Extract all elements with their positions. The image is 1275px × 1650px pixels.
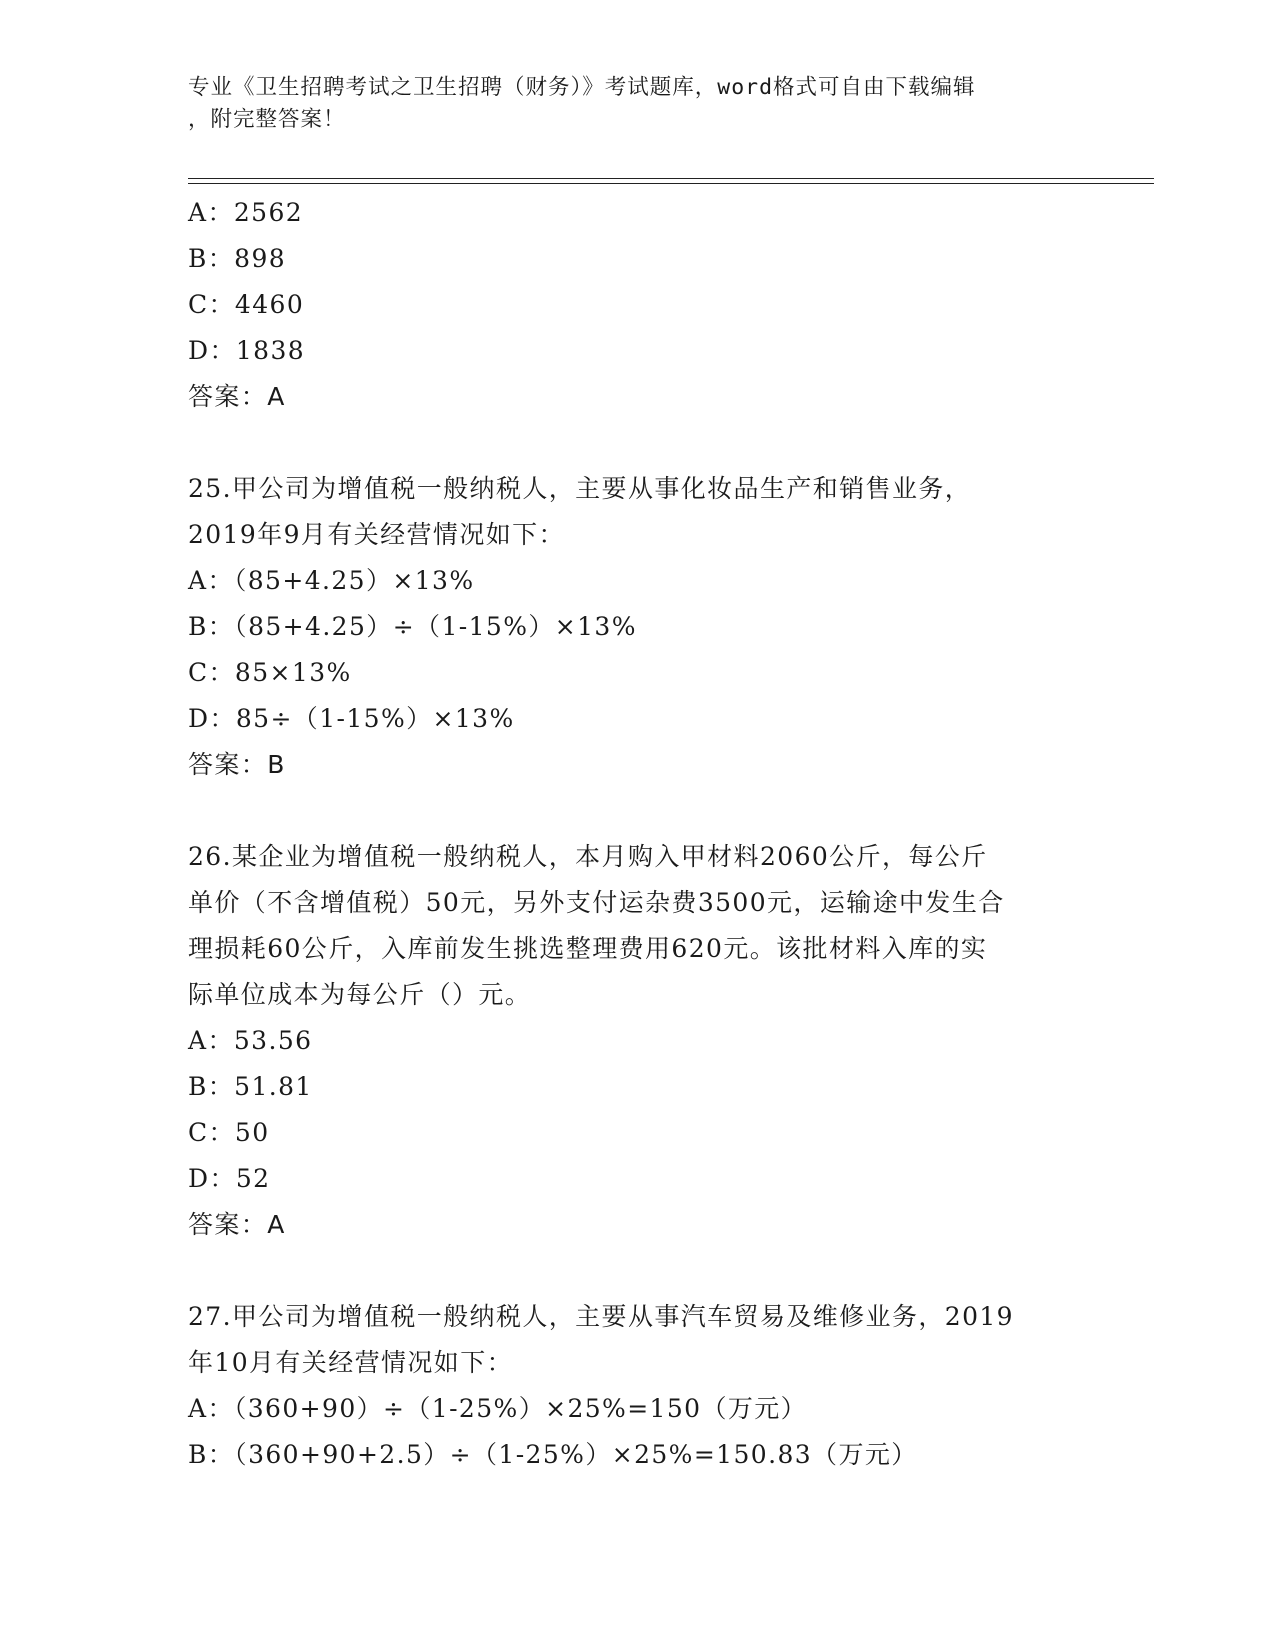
question-text-line: 际单位成本为每公斤（）元。 [188,980,532,1009]
question-text-line: 理损耗60公斤，入库前发生挑选整理费用620元。该批材料入库的实 [188,934,988,963]
question-27 [188,1294,1088,1478]
option-a: A：2562 [188,198,304,227]
spacer [188,1248,1088,1294]
option-b: B：（360+90+2.5）÷（1-25%）×25%=150.83（万元） [188,1440,918,1469]
option-b: B：（85+4.25）÷（1-15%）×13% [188,612,637,641]
header-line-1: 专业《卫生招聘考试之卫生招聘（财务）》考试题库，word格式可自由下载编辑 [188,75,976,100]
answer-line: 答案：B [188,750,286,779]
header-divider-top [188,178,1154,179]
option-a: A：（85+4.25）×13% [188,566,475,595]
option-b: B：51.81 [188,1072,313,1101]
question-text [188,1294,1088,1386]
option-c: C：50 [188,1118,270,1147]
question-24 [188,190,1088,420]
question-text-line: 年10月有关经营情况如下： [188,1348,514,1377]
question-list [188,190,1088,1478]
option-c: C：4460 [188,290,305,319]
question-26 [188,834,1088,1248]
question-25 [188,466,1088,788]
spacer [188,788,1088,834]
question-text-line: 2019年9月有关经营情况如下： [188,520,565,549]
option-d: D：52 [188,1164,271,1193]
header-line-2: ，附完整答案！ [188,107,346,132]
option-d: D：1838 [188,336,306,365]
answer-line: 答案：A [188,1210,286,1239]
question-text [188,466,1088,558]
option-b: B：898 [188,244,287,273]
answer-line: 答案：A [188,382,286,411]
question-text-line: 单价（不含增值税）50元，另外支付运杂费3500元，运输途中发生合 [188,888,1005,917]
spacer [188,420,1088,466]
question-text-line: 27.甲公司为增值税一般纳税人，主要从事汽车贸易及维修业务，2019 [188,1302,1014,1331]
option-a: A：53.56 [188,1026,313,1055]
option-d: D：85÷（1-15%）×13% [188,704,515,733]
option-c: C：85×13% [188,658,352,687]
question-text-line: 25.甲公司为增值税一般纳税人，主要从事化妆品生产和销售业务， [188,474,972,503]
option-a: A：（360+90）÷（1-25%）×25%=150（万元） [188,1394,808,1423]
question-text [188,834,1088,1018]
question-text-line: 26.某企业为增值税一般纳税人，本月购入甲材料2060公斤，每公斤 [188,842,988,871]
document-header [188,72,1068,136]
header-divider-bottom [188,183,1154,184]
